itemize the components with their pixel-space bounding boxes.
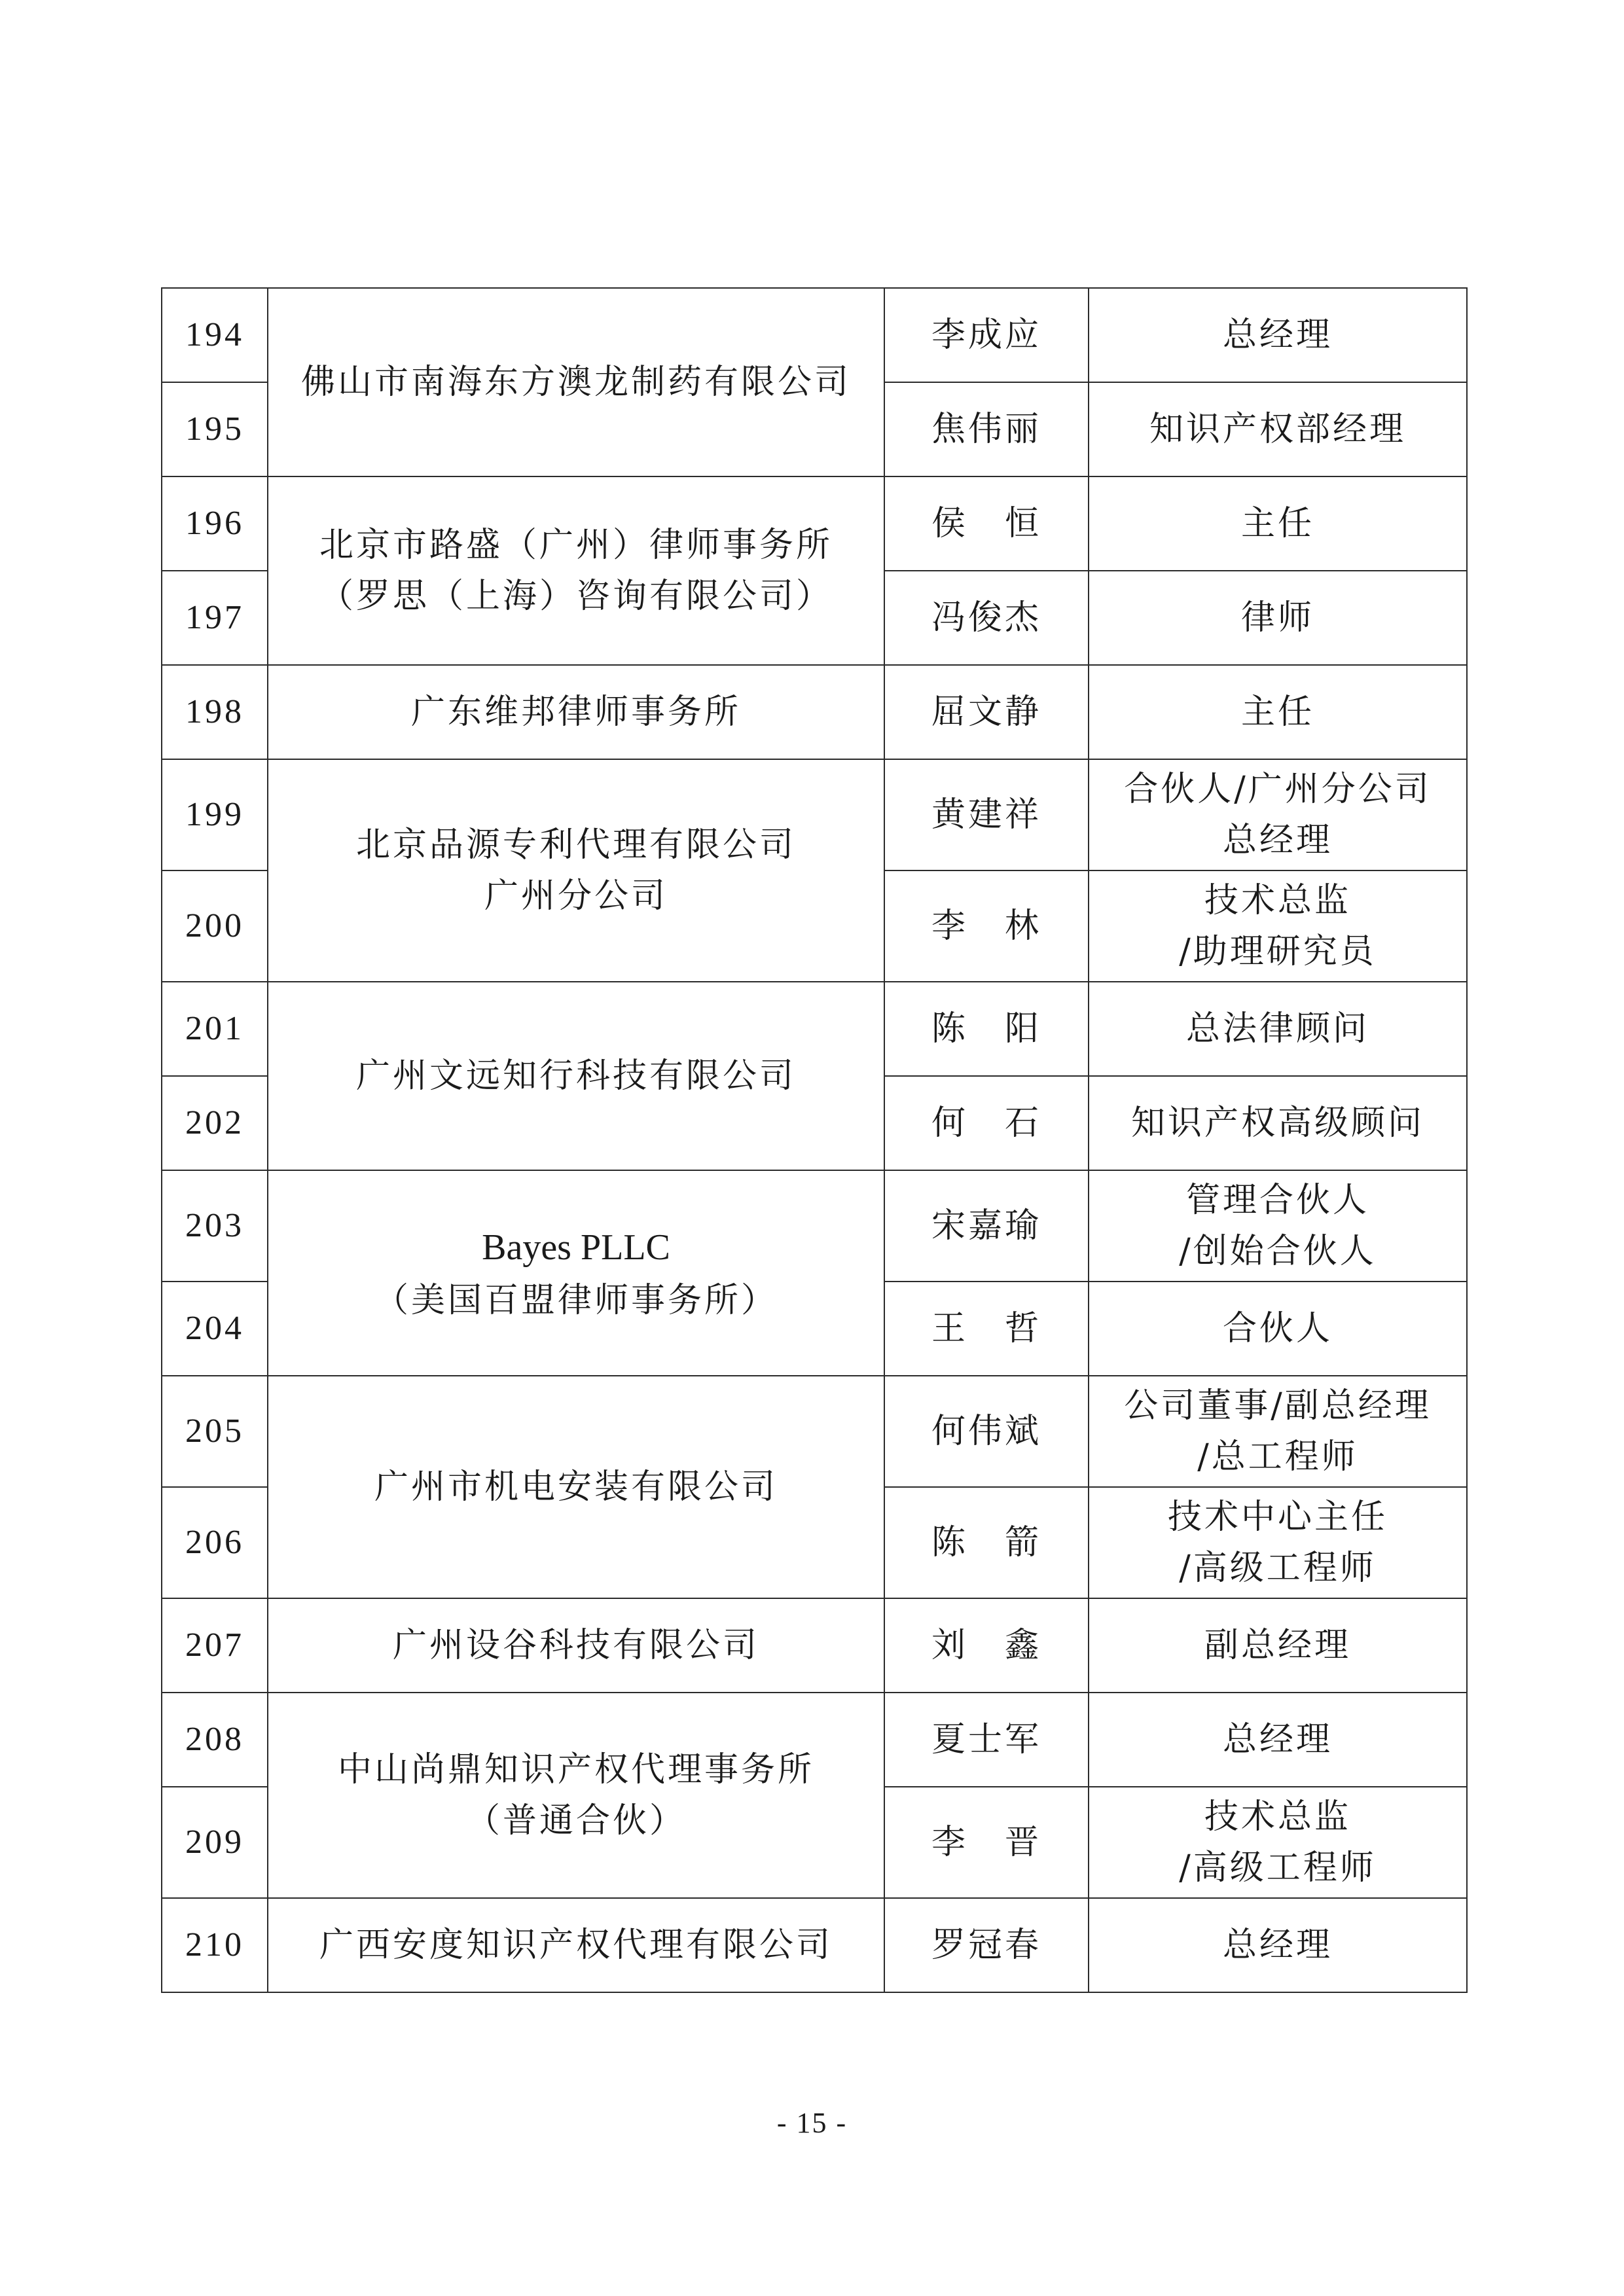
position-text: 知识产权部经理: [1149, 410, 1406, 449]
organization-name-sub: （罗思（上海）咨询有限公司）: [319, 577, 833, 616]
table-row: [162, 1898, 1467, 1992]
position-cell: [1089, 759, 1467, 870]
row-number: 202: [162, 1076, 268, 1170]
organization-name: 广西安度知识产权代理有限公司: [319, 1926, 833, 1965]
position-text: 管理合伙人: [1185, 1181, 1369, 1220]
position-cell: [1089, 1170, 1467, 1282]
person-name: 陈 阳: [884, 982, 1089, 1076]
position-text: 主任: [1240, 692, 1314, 732]
position-text: /高级工程师: [1179, 1549, 1377, 1588]
position-text: 技术总监: [1204, 1797, 1351, 1837]
organization-cell: [268, 1598, 884, 1693]
position-text: /创始合伙人: [1179, 1232, 1377, 1271]
position-cell: [1089, 1487, 1467, 1598]
row-number: 206: [162, 1487, 268, 1598]
position-cell: [1089, 1282, 1467, 1376]
table-row: [162, 476, 1467, 571]
table-row: [162, 1598, 1467, 1693]
position-cell: [1089, 1376, 1467, 1487]
position-text: /高级工程师: [1179, 1848, 1377, 1888]
table-row: [162, 288, 1467, 382]
page-number: - 15 -: [776, 2107, 848, 2139]
organization-cell: [268, 759, 884, 982]
person-name: 侯 恒: [884, 476, 1089, 571]
position-cell: [1089, 982, 1467, 1076]
organization-name-sub: 广州分公司: [484, 876, 668, 916]
row-number: 199: [162, 759, 268, 870]
position-text: /助理研究员: [1179, 932, 1377, 971]
position-text: 副总经理: [1204, 1626, 1351, 1665]
person-name: 夏士军: [884, 1693, 1089, 1787]
position-cell: [1089, 571, 1467, 665]
position-text: 律师: [1240, 598, 1314, 637]
position-text: 合伙人: [1222, 1309, 1333, 1348]
position-text: 总经理: [1222, 315, 1333, 355]
organization-name: 北京品源专利代理有限公司: [355, 825, 796, 865]
row-number: 205: [162, 1376, 268, 1487]
row-number: 194: [162, 288, 268, 382]
position-text: 合伙人/广州分公司: [1124, 770, 1432, 809]
row-number: 203: [162, 1170, 268, 1282]
table-row: [162, 982, 1467, 1076]
person-name: 刘 鑫: [884, 1598, 1089, 1693]
organization-name-sub: （普通合伙）: [465, 1801, 686, 1840]
attendee-table: [161, 287, 1468, 1993]
position-cell: [1089, 1898, 1467, 1992]
organization-cell: [268, 1170, 884, 1376]
person-name: 李 林: [884, 870, 1089, 982]
organization-cell: [268, 288, 884, 476]
table-row: [162, 1376, 1467, 1487]
person-name: 宋嘉瑜: [884, 1170, 1089, 1282]
row-number: 210: [162, 1898, 268, 1992]
position-cell: [1089, 288, 1467, 382]
organization-cell: [268, 1376, 884, 1598]
organization-name: 广州设谷科技有限公司: [392, 1626, 759, 1665]
row-number: 209: [162, 1787, 268, 1898]
organization-name: 佛山市南海东方澳龙制药有限公司: [300, 363, 851, 402]
row-number: 196: [162, 476, 268, 571]
row-number: 198: [162, 665, 268, 759]
position-cell: [1089, 870, 1467, 982]
organization-name: 广东维邦律师事务所: [410, 692, 741, 732]
person-name: 焦伟丽: [884, 382, 1089, 476]
person-name: 何 石: [884, 1076, 1089, 1170]
organization-cell: [268, 1693, 884, 1898]
position-cell: [1089, 665, 1467, 759]
position-text: 技术中心主任: [1167, 1498, 1388, 1537]
row-number: 208: [162, 1693, 268, 1787]
organization-cell: [268, 982, 884, 1170]
person-name: 王 哲: [884, 1282, 1089, 1376]
person-name: 李成应: [884, 288, 1089, 382]
organization-cell: [268, 1898, 884, 1992]
row-number: 204: [162, 1282, 268, 1376]
row-number: 200: [162, 870, 268, 982]
table-row: [162, 1170, 1467, 1282]
position-cell: [1089, 476, 1467, 571]
organization-cell: [268, 665, 884, 759]
person-name: 李 晋: [884, 1787, 1089, 1898]
position-text: 知识产权高级顾问: [1130, 1103, 1424, 1143]
position-text: 主任: [1240, 504, 1314, 543]
position-cell: [1089, 382, 1467, 476]
position-text: /总工程师: [1197, 1437, 1358, 1477]
position-cell: [1089, 1598, 1467, 1693]
organization-name: 广州文远知行科技有限公司: [355, 1056, 796, 1096]
position-text: 总法律顾问: [1185, 1009, 1369, 1049]
person-name: 何伟斌: [884, 1376, 1089, 1487]
position-cell: [1089, 1787, 1467, 1898]
row-number: 201: [162, 982, 268, 1076]
table-row: [162, 1693, 1467, 1787]
organization-name: 北京市路盛（广州）律师事务所: [319, 526, 833, 565]
organization-name: 广州市机电安装有限公司: [374, 1467, 778, 1507]
position-text: 技术总监: [1204, 881, 1351, 920]
position-text: 公司董事/副总经理: [1124, 1386, 1432, 1426]
organization-cell: [268, 476, 884, 665]
organization-name: Bayes PLLC: [482, 1227, 670, 1268]
position-text: 总经理: [1222, 1926, 1333, 1965]
row-number: 197: [162, 571, 268, 665]
person-name: 罗冠春: [884, 1898, 1089, 1992]
position-text: 总经理: [1222, 821, 1333, 860]
person-name: 黄建祥: [884, 759, 1089, 870]
position-text: 总经理: [1222, 1720, 1333, 1759]
organization-name-sub: （美国百盟律师事务所）: [374, 1281, 778, 1320]
row-number: 195: [162, 382, 268, 476]
table-row: [162, 759, 1467, 870]
person-name: 屈文静: [884, 665, 1089, 759]
person-name: 冯俊杰: [884, 571, 1089, 665]
row-number: 207: [162, 1598, 268, 1693]
table-row: [162, 665, 1467, 759]
position-cell: [1089, 1076, 1467, 1170]
position-cell: [1089, 1693, 1467, 1787]
person-name: 陈 箭: [884, 1487, 1089, 1598]
organization-name: 中山尚鼎知识产权代理事务所: [337, 1750, 814, 1789]
